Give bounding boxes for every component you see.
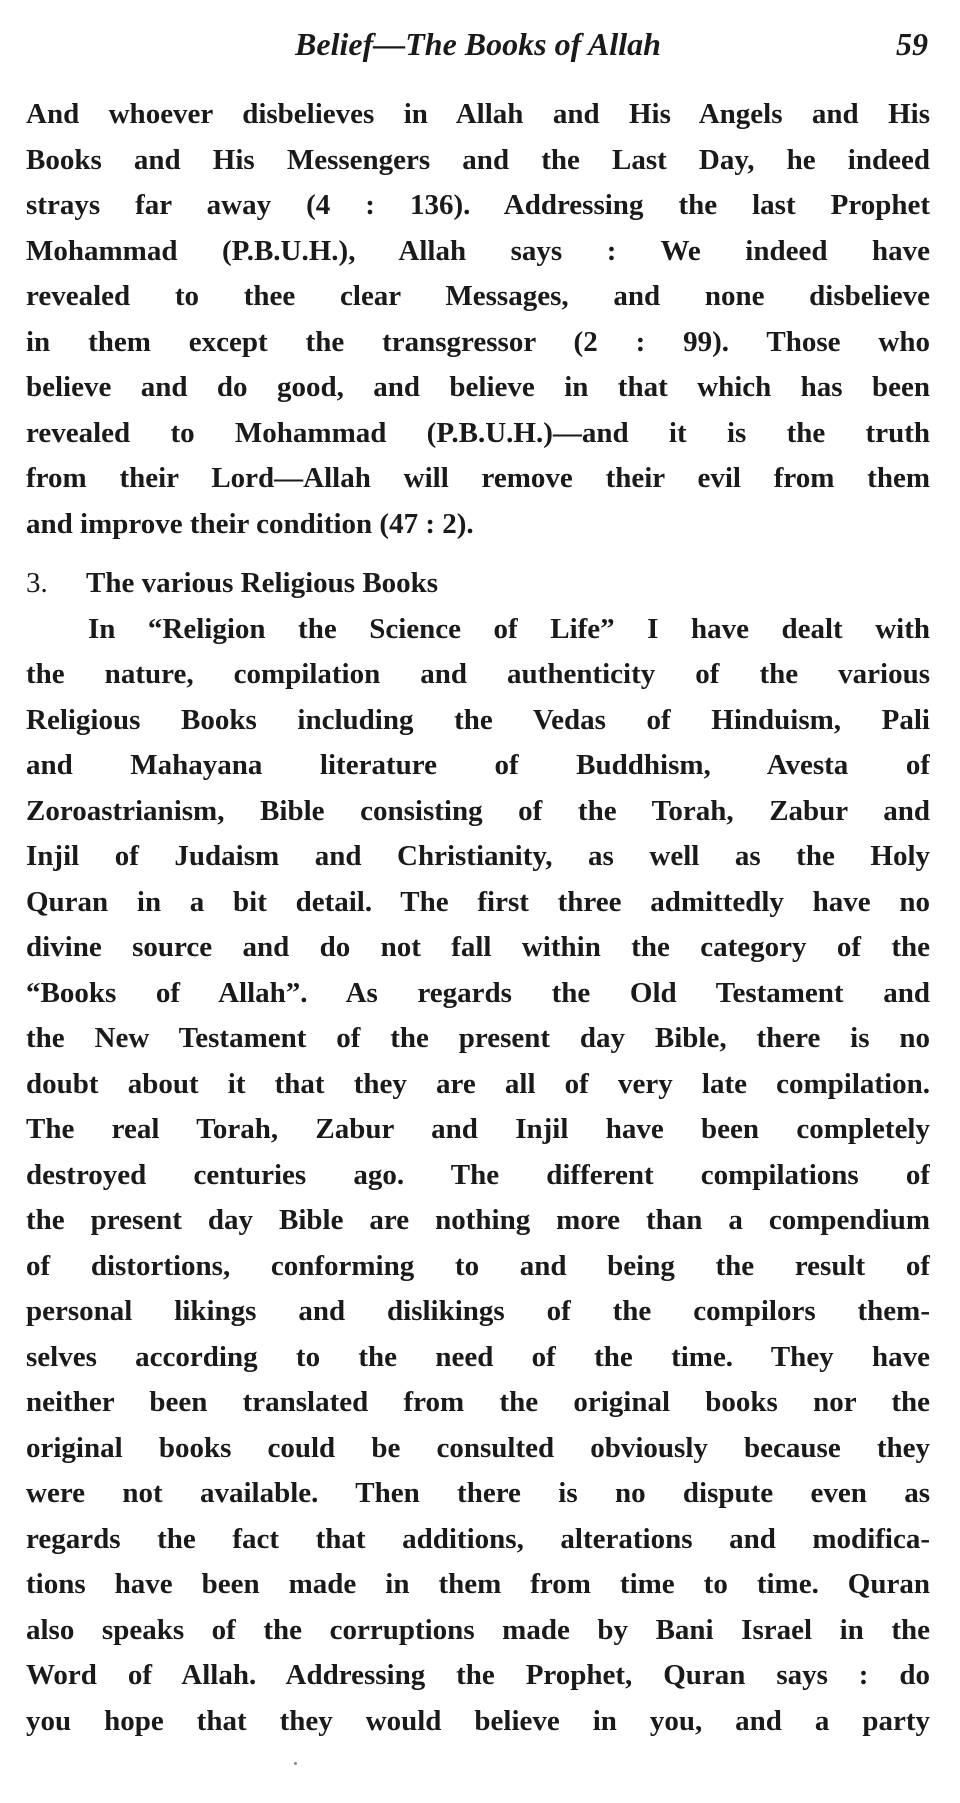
section-heading [26,561,930,607]
text-line: from their Lord—Allah will remove their evil from them [26,462,930,494]
text-line: in them except the transgressor (2 : 99). Those who [26,325,930,358]
text-line: revealed to Mohammad (P.B.U.H.)—and it is the truth [26,416,930,449]
section-number: 3. [26,567,48,599]
text-line: also speaks of the corruptions made by Bani Israel in the [26,1613,930,1646]
text-line: the New Testament of the present day Bible, there is no [26,1022,930,1054]
text-line: Religious Books including the Vedas of Hinduism, Pali [26,703,930,736]
text-line: were not available. Then there is no dispute even as [26,1477,930,1509]
text-line: you hope that they would believe in you, and a party [26,1704,930,1737]
text-line: And whoever disbelieves in Allah and His Angels and His [26,98,930,130]
text-line: original books could be consulted obviously because they [26,1431,930,1464]
text-line: destroyed centuries ago. The different compilations of [26,1158,930,1191]
section-title: The various Religious Books [86,567,439,599]
text-line: of distortions, conforming to and being the result of [26,1249,930,1282]
text-line: regards the fact that additions, alterations and modifica- [26,1522,930,1555]
text-line: neither been translated from the original books nor the [26,1386,930,1418]
running-header [26,22,930,66]
paragraph-2 [26,607,930,1745]
text-line: strays far away (4 : 136). Addressing the last Prophet [26,189,930,221]
text-line: revealed to thee clear Messages, and none disbelieve [26,280,930,312]
body-text [26,92,930,1744]
text-line: Mohammad (P.B.U.H.), Allah says : We indeed have [26,234,930,267]
text-line: Word of Allah. Addressing the Prophet, Quran says : do [26,1659,930,1691]
text-line: The real Torah, Zabur and Injil have been completely [26,1113,930,1145]
scan-speck [294,1762,297,1765]
text-line: selves according to the need of the time. They have [26,1340,930,1373]
text-line: tions have been made in them from time to time. Quran [26,1568,930,1600]
section-spacer [26,547,930,561]
text-line: Books and His Messengers and the Last Day, he indeed [26,143,930,176]
running-title: Belief—The Books of Allah [295,26,661,62]
text-line: and Mahayana literature of Buddhism, Avesta of [26,749,930,781]
text-line: doubt about it that they are all of very late compilation. [26,1067,930,1100]
text-line: Zoroastrianism, Bible consisting of the Torah, Zabur and [26,794,930,827]
text-line: divine source and do not fall within the category of the [26,931,930,963]
paragraph-1 [26,92,930,547]
text-line: personal likings and dislikings of the compilors them- [26,1295,930,1327]
text-line: believe and do good, and believe in that which has been [26,371,930,403]
text-line: the nature, compilation and authenticity of the various [26,658,930,690]
text-line: Quran in a bit detail. The first three admittedly have no [26,885,930,918]
text-line: “Books of Allah”. As regards the Old Testament and [26,976,930,1009]
text-line: In “Religion the Science of Life” I have dealt with [88,612,930,645]
text-line: and improve their condition (47 : 2). [26,507,474,540]
text-line: the present day Bible are nothing more than a compendium [26,1204,930,1236]
page-number: 59 [896,26,928,62]
text-line: Injil of Judaism and Christianity, as well as the Holy [26,840,930,872]
